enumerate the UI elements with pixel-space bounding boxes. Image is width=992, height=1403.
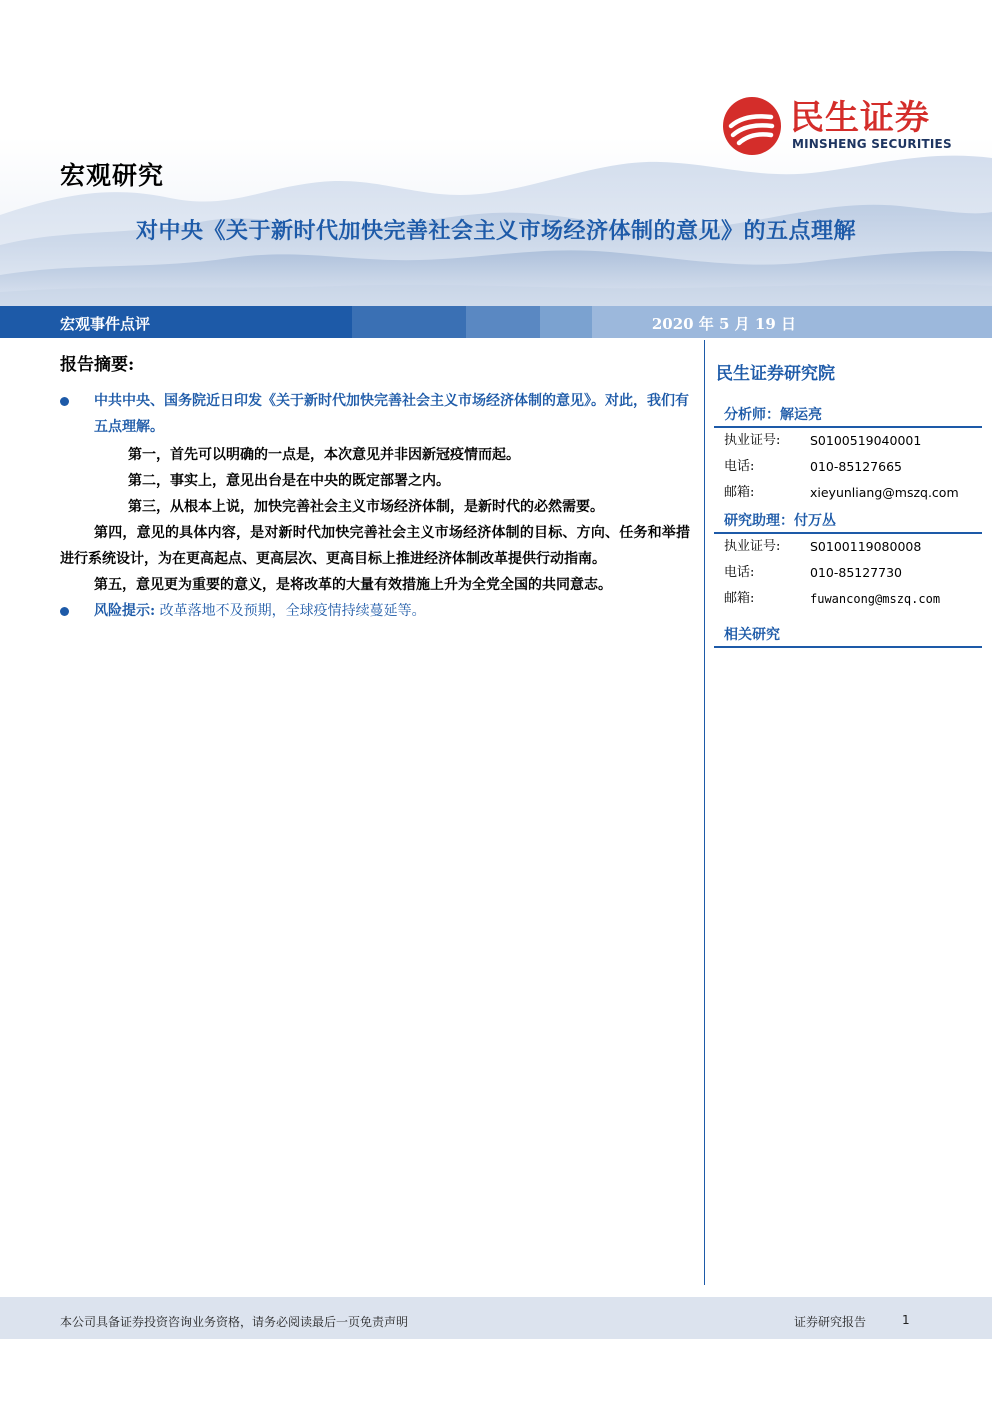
- footer-disclaimer: 本公司具备证券投资咨询业务资格，请务必阅读最后一页免责声明: [60, 1315, 409, 1329]
- analyst-cert: S0100519040001: [810, 433, 922, 448]
- related-research-heading: 相关研究: [714, 624, 982, 648]
- assistant-cert-row: [714, 534, 982, 560]
- risk-warning: [60, 598, 690, 624]
- summary-body: [60, 388, 690, 624]
- summary-point: 第一，首先可以明确的一点是，本次意见并非因新冠疫情而起。: [128, 447, 520, 463]
- minsheng-logo-icon: [722, 96, 782, 156]
- phone-label: 电话:: [724, 565, 755, 580]
- phone-label: 电话:: [724, 459, 755, 474]
- sidebar: [714, 355, 982, 648]
- bullet-dot-icon: [60, 607, 69, 616]
- page-number: 1: [902, 1313, 910, 1327]
- summary-points: [60, 442, 690, 520]
- summary-point: 第三，从根本上说，加快完善社会主义市场经济体制，是新时代的必然需要。: [128, 499, 604, 515]
- assistant-email-row: [714, 586, 982, 612]
- email-label: 邮箱:: [724, 591, 755, 606]
- summary-point: 第五，意见更为重要的意义，是将改革的大量有效措施上升为全党全国的共同意志。: [94, 577, 612, 593]
- assistant-heading: 研究助理：付万丛: [714, 510, 982, 534]
- footer-doc-type: 证券研究报告: [794, 1315, 867, 1329]
- brand-logo: [722, 96, 952, 156]
- summary-heading: 报告摘要:: [60, 355, 135, 375]
- summary-point-five-row: [60, 572, 690, 598]
- analyst-phone: 010-85127665: [810, 459, 902, 474]
- report-category: 宏观研究: [60, 161, 165, 190]
- analyst-phone-row: [714, 454, 982, 480]
- assistant-email[interactable]: fuwancong@mszq.com: [810, 592, 941, 606]
- cert-label: 执业证号:: [724, 539, 781, 554]
- risk-label: 风险提示:: [94, 603, 156, 619]
- assistant-phone-row: [714, 560, 982, 586]
- report-type: 宏观事件点评: [60, 315, 151, 333]
- bar-segment: [466, 306, 540, 338]
- report-title: 对中央《关于新时代加快完善社会主义市场经济体制的意见》的五点理解: [135, 219, 856, 244]
- risk-text: 改革落地不及预期，全球疫情持续蔓延等。: [159, 603, 426, 619]
- assistant-cert: S0100119080008: [810, 539, 922, 554]
- assistant-phone: 010-85127730: [810, 565, 902, 580]
- bar-segment: [540, 306, 592, 338]
- analyst-email-row: [714, 480, 982, 506]
- analyst-cert-row: [714, 428, 982, 454]
- bar-segment: [0, 306, 352, 338]
- brand-name-cn: 民生证券: [790, 98, 930, 138]
- bullet-dot-icon: [60, 397, 69, 406]
- research-institute: 民生证券研究院: [716, 364, 835, 384]
- analyst-heading: 分析师：解运亮: [714, 404, 982, 428]
- sidebar-divider: [704, 340, 705, 1285]
- summary-point: 第四，意见的具体内容，是对新时代加快完善社会主义市场经济体制的目标、方向、任务和举措进行系统设计，为在更高起点、更高层次、更高目标上推进经济体制改革提供行动指南。: [60, 525, 690, 567]
- cert-label: 执业证号:: [724, 433, 781, 448]
- bar-segment: [352, 306, 466, 338]
- analyst-email[interactable]: xieyunliang@mszq.com: [810, 485, 959, 500]
- summary-point: 第二，事实上，意见出台是在中央的既定部署之内。: [128, 473, 450, 489]
- email-label: 邮箱:: [724, 485, 755, 500]
- summary-intro-text: 中共中央、国务院近日印发《关于新时代加快完善社会主义市场经济体制的意见》。对此，我们有五点理解。: [94, 393, 689, 435]
- brand-name-en: MINSHENG SECURITIES: [792, 137, 952, 151]
- summary-intro: [60, 388, 690, 440]
- report-date: 2020 年 5 月 19 日: [651, 315, 796, 333]
